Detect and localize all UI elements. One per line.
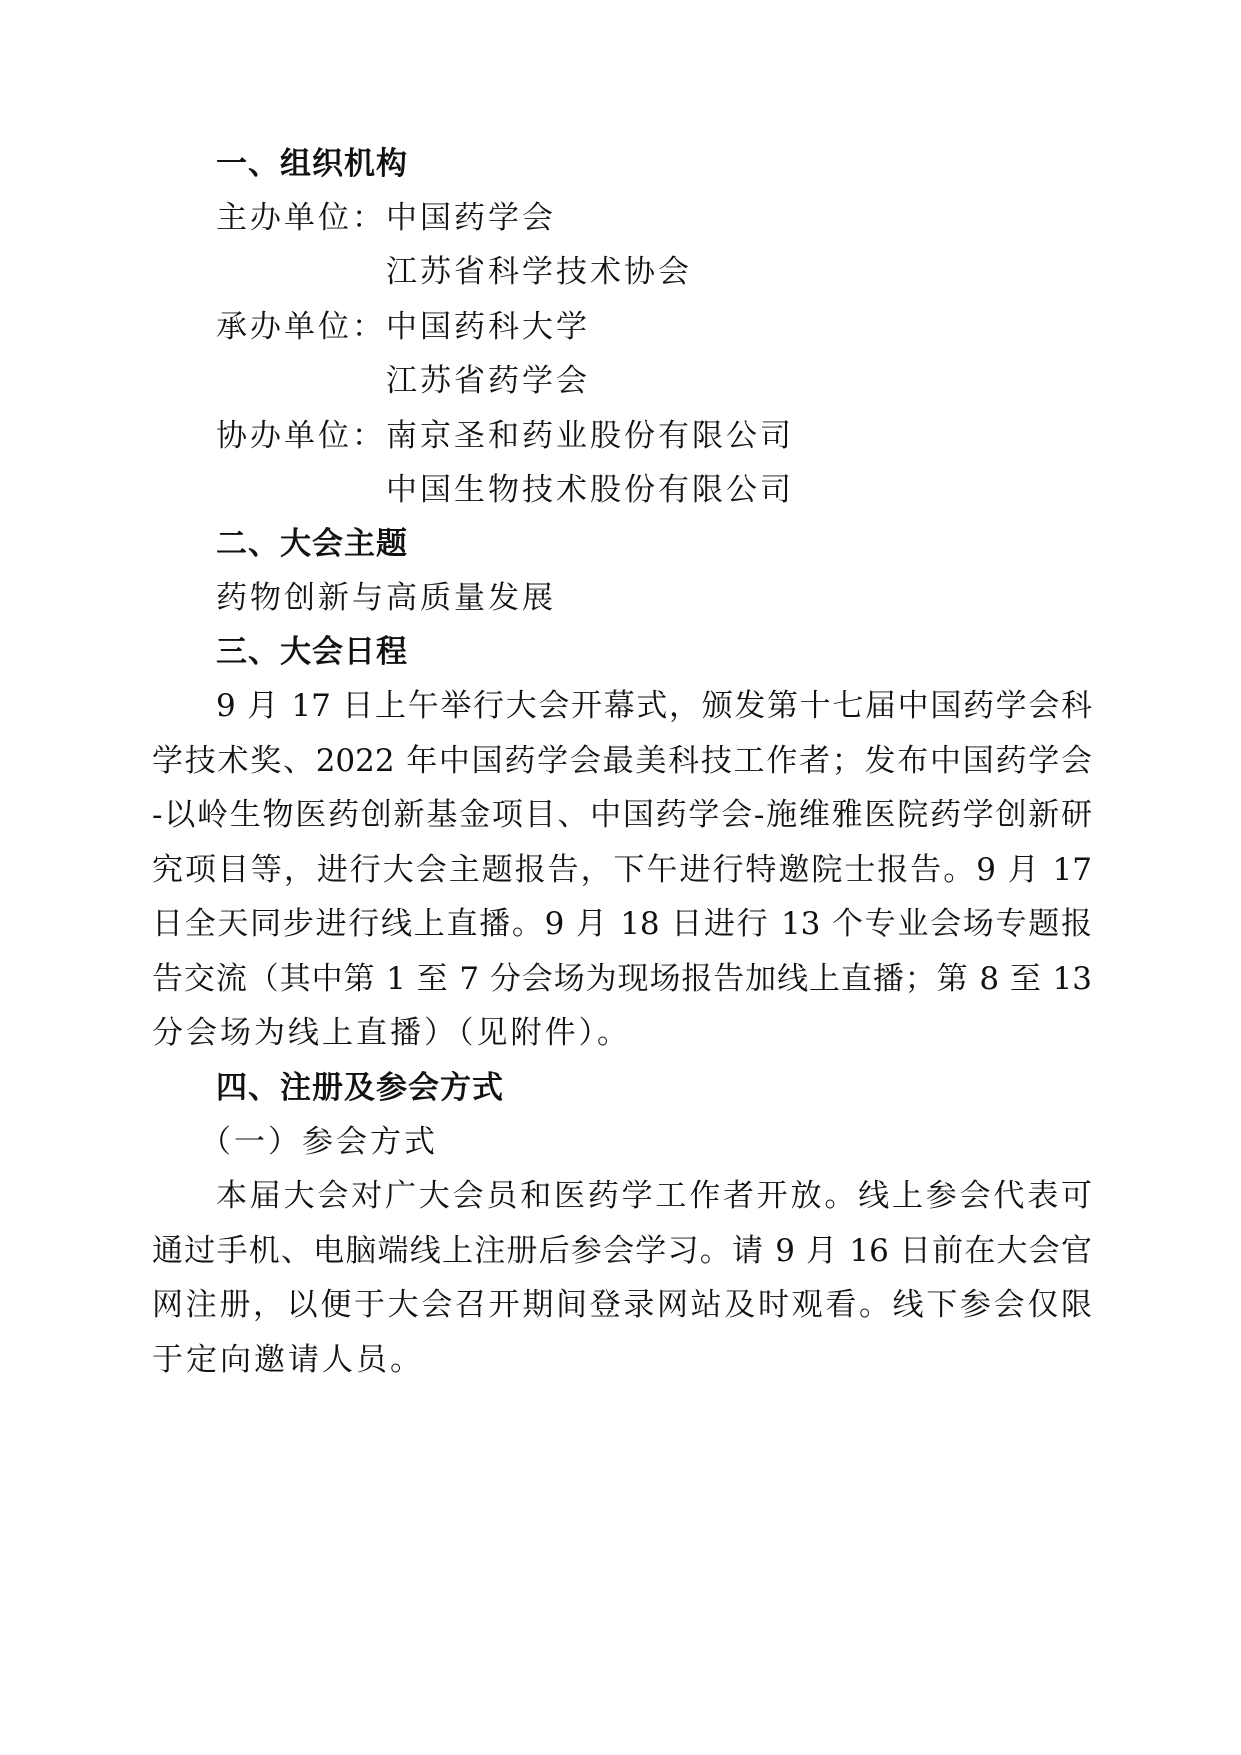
- host-value-1: 中国药学会: [386, 200, 556, 236]
- section-heading-registration: 四、注册及参会方式: [216, 1070, 504, 1106]
- section-heading-organization: 一、组织机构: [216, 146, 408, 182]
- schedule-line: 告交流（其中第 1 至 7 分会场为现场报告加线上直播；第 8 至 13: [152, 961, 1092, 997]
- organizer-value-1: 中国药科大学: [386, 309, 590, 345]
- schedule-line: 分会场为线上直播）（见附件）。: [152, 1015, 631, 1051]
- schedule-line: 9 月 17 日上午举行大会开幕式，颁发第十七届中国药学会科: [216, 688, 1092, 724]
- organizer-label: 承办单位：: [216, 309, 386, 345]
- section-heading-theme: 二、大会主题: [216, 526, 408, 562]
- registration-line: 网注册，以便于大会召开期间登录网站及时观看。线下参会仅限: [152, 1287, 1092, 1323]
- co-organizer-label: 协办单位：: [216, 418, 386, 454]
- registration-line: 于定向邀请人员。: [152, 1342, 424, 1378]
- schedule-line: 究项目等，进行大会主题报告，下午进行特邀院士报告。9 月 17: [152, 852, 1092, 888]
- theme-text: 药物创新与高质量发展: [216, 580, 556, 616]
- host-label: 主办单位：: [216, 200, 386, 236]
- registration-line: 本届大会对广大会员和医药学工作者开放。线上参会代表可: [216, 1178, 1092, 1214]
- registration-line: 通过手机、电脑端线上注册后参会学习。请 9 月 16 日前在大会官: [152, 1233, 1092, 1269]
- co-organizer-value-2: 中国生物技术股份有限公司: [386, 472, 794, 508]
- schedule-line: 日全天同步进行线上直播。9 月 18 日进行 13 个专业会场专题报: [152, 906, 1092, 942]
- organizer-value-2: 江苏省药学会: [386, 363, 590, 399]
- co-organizer-value-1: 南京圣和药业股份有限公司: [386, 418, 794, 454]
- host-value-2: 江苏省科学技术协会: [386, 254, 692, 290]
- schedule-line: 学技术奖、2022 年中国药学会最美科技工作者；发布中国药学会: [152, 743, 1092, 779]
- registration-subheading: （一）参会方式: [200, 1124, 438, 1160]
- schedule-line: -以岭生物医药创新基金项目、中国药学会-施维雅医院药学创新研: [152, 797, 1092, 833]
- section-heading-schedule: 三、大会日程: [216, 634, 408, 670]
